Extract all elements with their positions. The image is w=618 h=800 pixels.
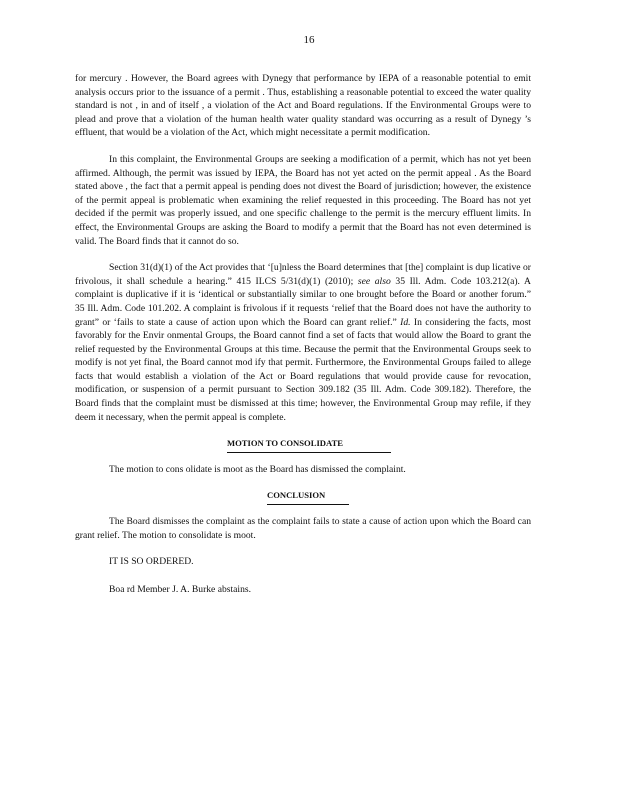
paragraph-mercury-analysis: for mercury . However, the Board agrees with Dynegy that performance by IEPA of a reasonable potential to emit analysis occurs prior to the issuance of a permit . Thus, establishing a reasonable potential to exceed the water quality standard is not , in and of itself , a violation of the Act and Board regulations. If the Environmental Groups were to plead and prove that a violation of the human health water quality standard was occurring as a result of Dynegy ’s effluent, that would be a violation of the Act, which might necessitate a permit modification. bbox=[75, 73, 531, 139]
ordered-statement: IT IS SO ORDERED. bbox=[109, 556, 194, 568]
section-31-text-part1: Section 31(d)(1) of the Act provides that ‘[u]nless the Board determines that [the] complaint is dup licative or frivolous, it shall schedule a hearing.” 415 ILCS 5/31(d)(1) (2010); bbox=[75, 262, 531, 287]
conclusion-heading bbox=[75, 489, 531, 505]
see-also-signal: see also bbox=[357, 275, 391, 287]
document-body bbox=[75, 72, 531, 610]
paragraph-section-31 bbox=[75, 261, 531, 424]
abstention-statement: Boa rd Member J. A. Burke abstains. bbox=[109, 583, 252, 595]
motion-heading bbox=[75, 437, 531, 453]
section-31-text-part3: In considering the facts, most favorably for the Envir onmental Groups, the Board cannot find a set of facts that would allow the Board to grant the relief requested by the Environmental Groups at this time. Because the permit that the Environmental Groups seek to modify is not yet final, the Board cannot mod ify that permit. Furthermore, the Environmental Groups failed to allege facts that would establish a violation of the Act or Board regulations that would provide cause for revocation, modification, or suspension of a permit pursuant to Section 309.182 (35 Ill. Adm. Code 309.182). Therefore, the Board finds that the complaint must be dismissed at this time; however, the Environmental Group may refile, if they deem it necessary, when the permit appeal is complete. bbox=[75, 316, 531, 423]
paragraph-permit-modification: In this complaint, the Environmental Groups are seeking a modification of a permit, which has not yet been affirmed. Although, the permit was issued by IEPA, the Board has not yet acted on the permit appeal . As the Board stated above , the fact that a permit appeal is pending does not divest the Board of jurisdiction; however, the existence of the permit appeal is problematic when examining the relief requested in this proceeding. The Board has not yet decided if the permit was properly issued, and one specific challenge to the permit is the mercury effluent limits. In effect, the Environmental Groups are asking the Board to modify a permit that the Board has not even determined is valid. The Board finds that it cannot do so. bbox=[75, 153, 531, 247]
motion-heading-text: MOTION TO CONSOLIDATE bbox=[227, 437, 391, 453]
id-citation: Id. bbox=[400, 316, 411, 328]
page-number: 16 bbox=[303, 34, 315, 46]
paragraph-motion: The motion to cons olidate is moot as the Board has dismissed the complaint. bbox=[109, 463, 406, 475]
section-31-text-part2: 35 Ill. Adm. Code 103.212(a). A complaint is duplicative if it is ‘identical or substantially similar to one brought before the Board or another forum.” 35 Ill. Adm. Code 101.202. A complaint is frivolous if it requests ‘relief that the Board does not have the authority to grant” or ‘fails to state a cause of action upon which the Board can grant relief.” bbox=[75, 275, 531, 328]
paragraph-conclusion: The Board dismisses the complaint as the complaint fails to state a cause of action upon which the Board can grant relief. The motion to consolidate is moot. bbox=[75, 516, 531, 541]
conclusion-heading-text: CONCLUSION bbox=[267, 489, 349, 505]
